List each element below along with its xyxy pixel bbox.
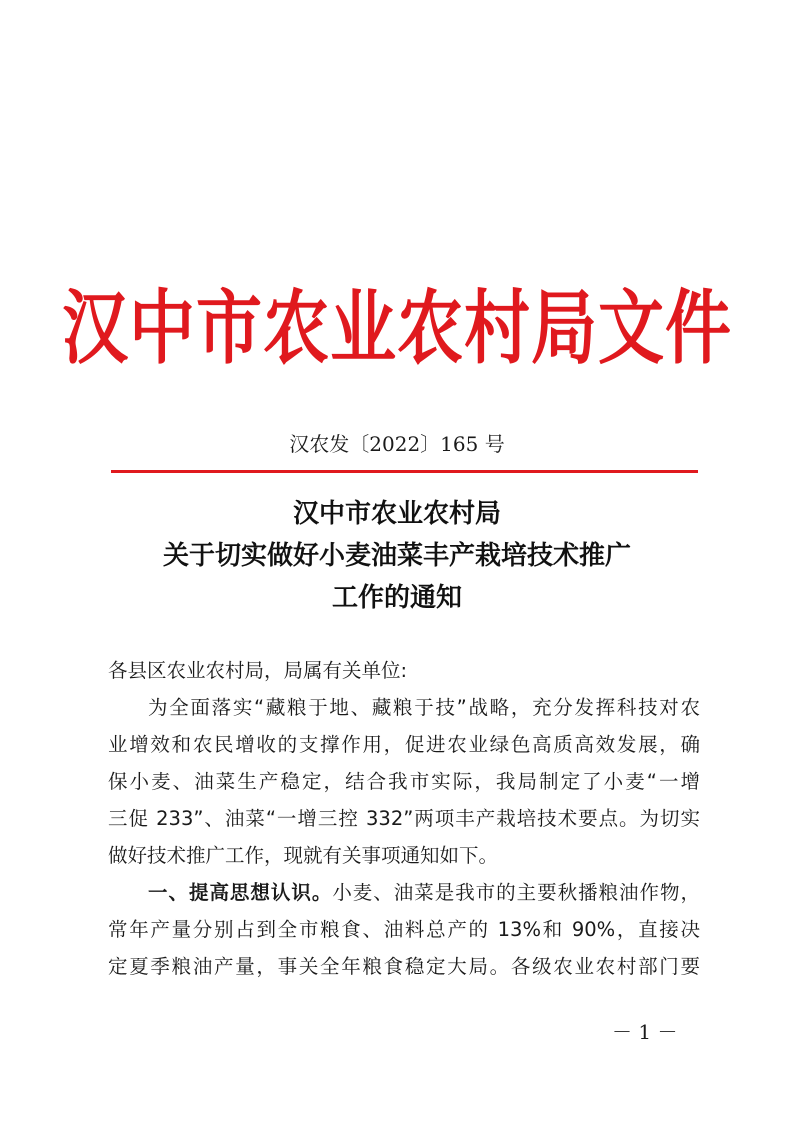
title-line-3: 工作的通知 bbox=[331, 583, 462, 613]
page-number: － 1 － bbox=[612, 1020, 678, 1044]
paragraph-2 bbox=[108, 874, 700, 985]
red-divider-line bbox=[111, 470, 698, 473]
notice-body bbox=[108, 652, 700, 985]
notice-title bbox=[0, 493, 794, 619]
salutation: 各县区农业农村局，局属有关单位: bbox=[108, 659, 408, 682]
title-line-1: 汉中市农业农村局 bbox=[292, 499, 501, 529]
document-number: 汉农发〔2022〕165 号 bbox=[289, 432, 505, 456]
paragraph-2-line: 常年产量分别占到全市粮食、油料总产的 13%和 90%，直接决 bbox=[108, 918, 700, 941]
masthead-title: 汉中市农业农村局文件 bbox=[62, 281, 732, 376]
paragraph-1-line: 为全面落实“藏粮于地、藏粮于技”战略，充分发挥科技对农 bbox=[148, 696, 700, 719]
paragraph-2-text: 小麦、油菜是我市的主要秋播粮油作物， bbox=[332, 881, 700, 904]
paragraph-1-line: 保小麦、油菜生产稳定，结合我市实际，我局制定了小麦“一增 bbox=[108, 770, 700, 793]
paragraph-1 bbox=[108, 689, 700, 874]
section-heading: 一、提高思想认识。 bbox=[148, 881, 333, 904]
paragraph-1-line: 业增效和农民增收的支撑作用，促进农业绿色高质高效发展，确 bbox=[108, 733, 700, 756]
paragraph-1-line: 做好技术推广工作，现就有关事项通知如下。 bbox=[108, 844, 499, 867]
paragraph-2-line: 定夏季粮油产量，事关全年粮食稳定大局。各级农业农村部门要 bbox=[108, 955, 700, 978]
paragraph-2-line bbox=[108, 874, 700, 911]
paragraph-1-line: 三促 233”、油菜“一增三控 332”两项丰产栽培技术要点。为切实 bbox=[108, 807, 700, 830]
title-line-2: 关于切实做好小麦油菜丰产栽培技术推广 bbox=[162, 541, 631, 571]
